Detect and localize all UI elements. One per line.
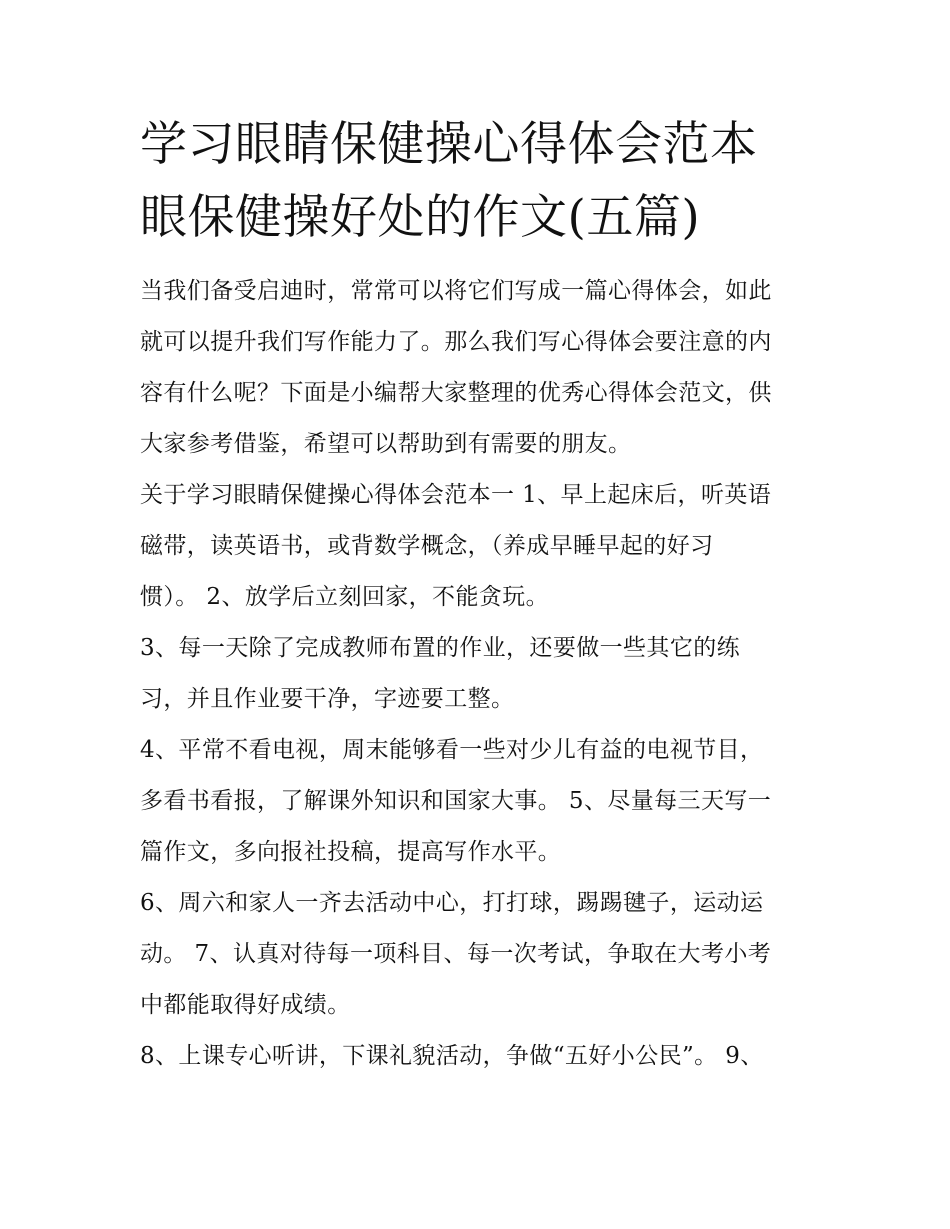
paragraph-item-1-2: 关于学习眼睛保健操心得体会范本一 1、早上起床后，听英语 磁带，读英语书，或背数学概念，（养成早睡早起的好习 惯）。 2、放学后立刻回家，不能贪玩。 — [140, 482, 772, 610]
paragraph-item-3: 3、每一天除了完成教师布置的作业，还要做一些其它的练 习，并且作业要干净，字迹要工整。 — [140, 635, 741, 712]
paragraph-item-4-5: 4、平常不看电视，周末能够看一些对少儿有益的电视节目， 多看书看报，了解课外知识和国家大事。 5、尽量每三天写一 篇作文，多向报社投稿，提高写作水平。 — [140, 737, 772, 865]
document-title: 学习眼睛保健操心得体会范本 眼保健操好处的作文(五篇) — [140, 117, 758, 245]
document-body — [140, 266, 830, 1082]
document-content — [140, 108, 830, 1082]
paragraph-item-6-7: 6、周六和家人一齐去活动中心，打打球，踢踢毽子，运动运 动。 7、认真对待每一项科目、每一次考试，争取在大考小考 中都能取得好成绩。 — [140, 890, 772, 1018]
paragraph-intro: 当我们备受启迪时，常常可以将它们写成一篇心得体会，如此 就可以提升我们写作能力了。那么我们写心得体会要注意的内 容有什么呢？下面是小编帮大家整理的优秀心得体会范文，供 大家参考借鉴，希望可以帮助到有需要的朋友。 — [140, 278, 772, 457]
paragraph-item-8-9: 8、上课专心听讲，下课礼貌活动，争做“五好小公民”。 9、 — [140, 1043, 764, 1069]
